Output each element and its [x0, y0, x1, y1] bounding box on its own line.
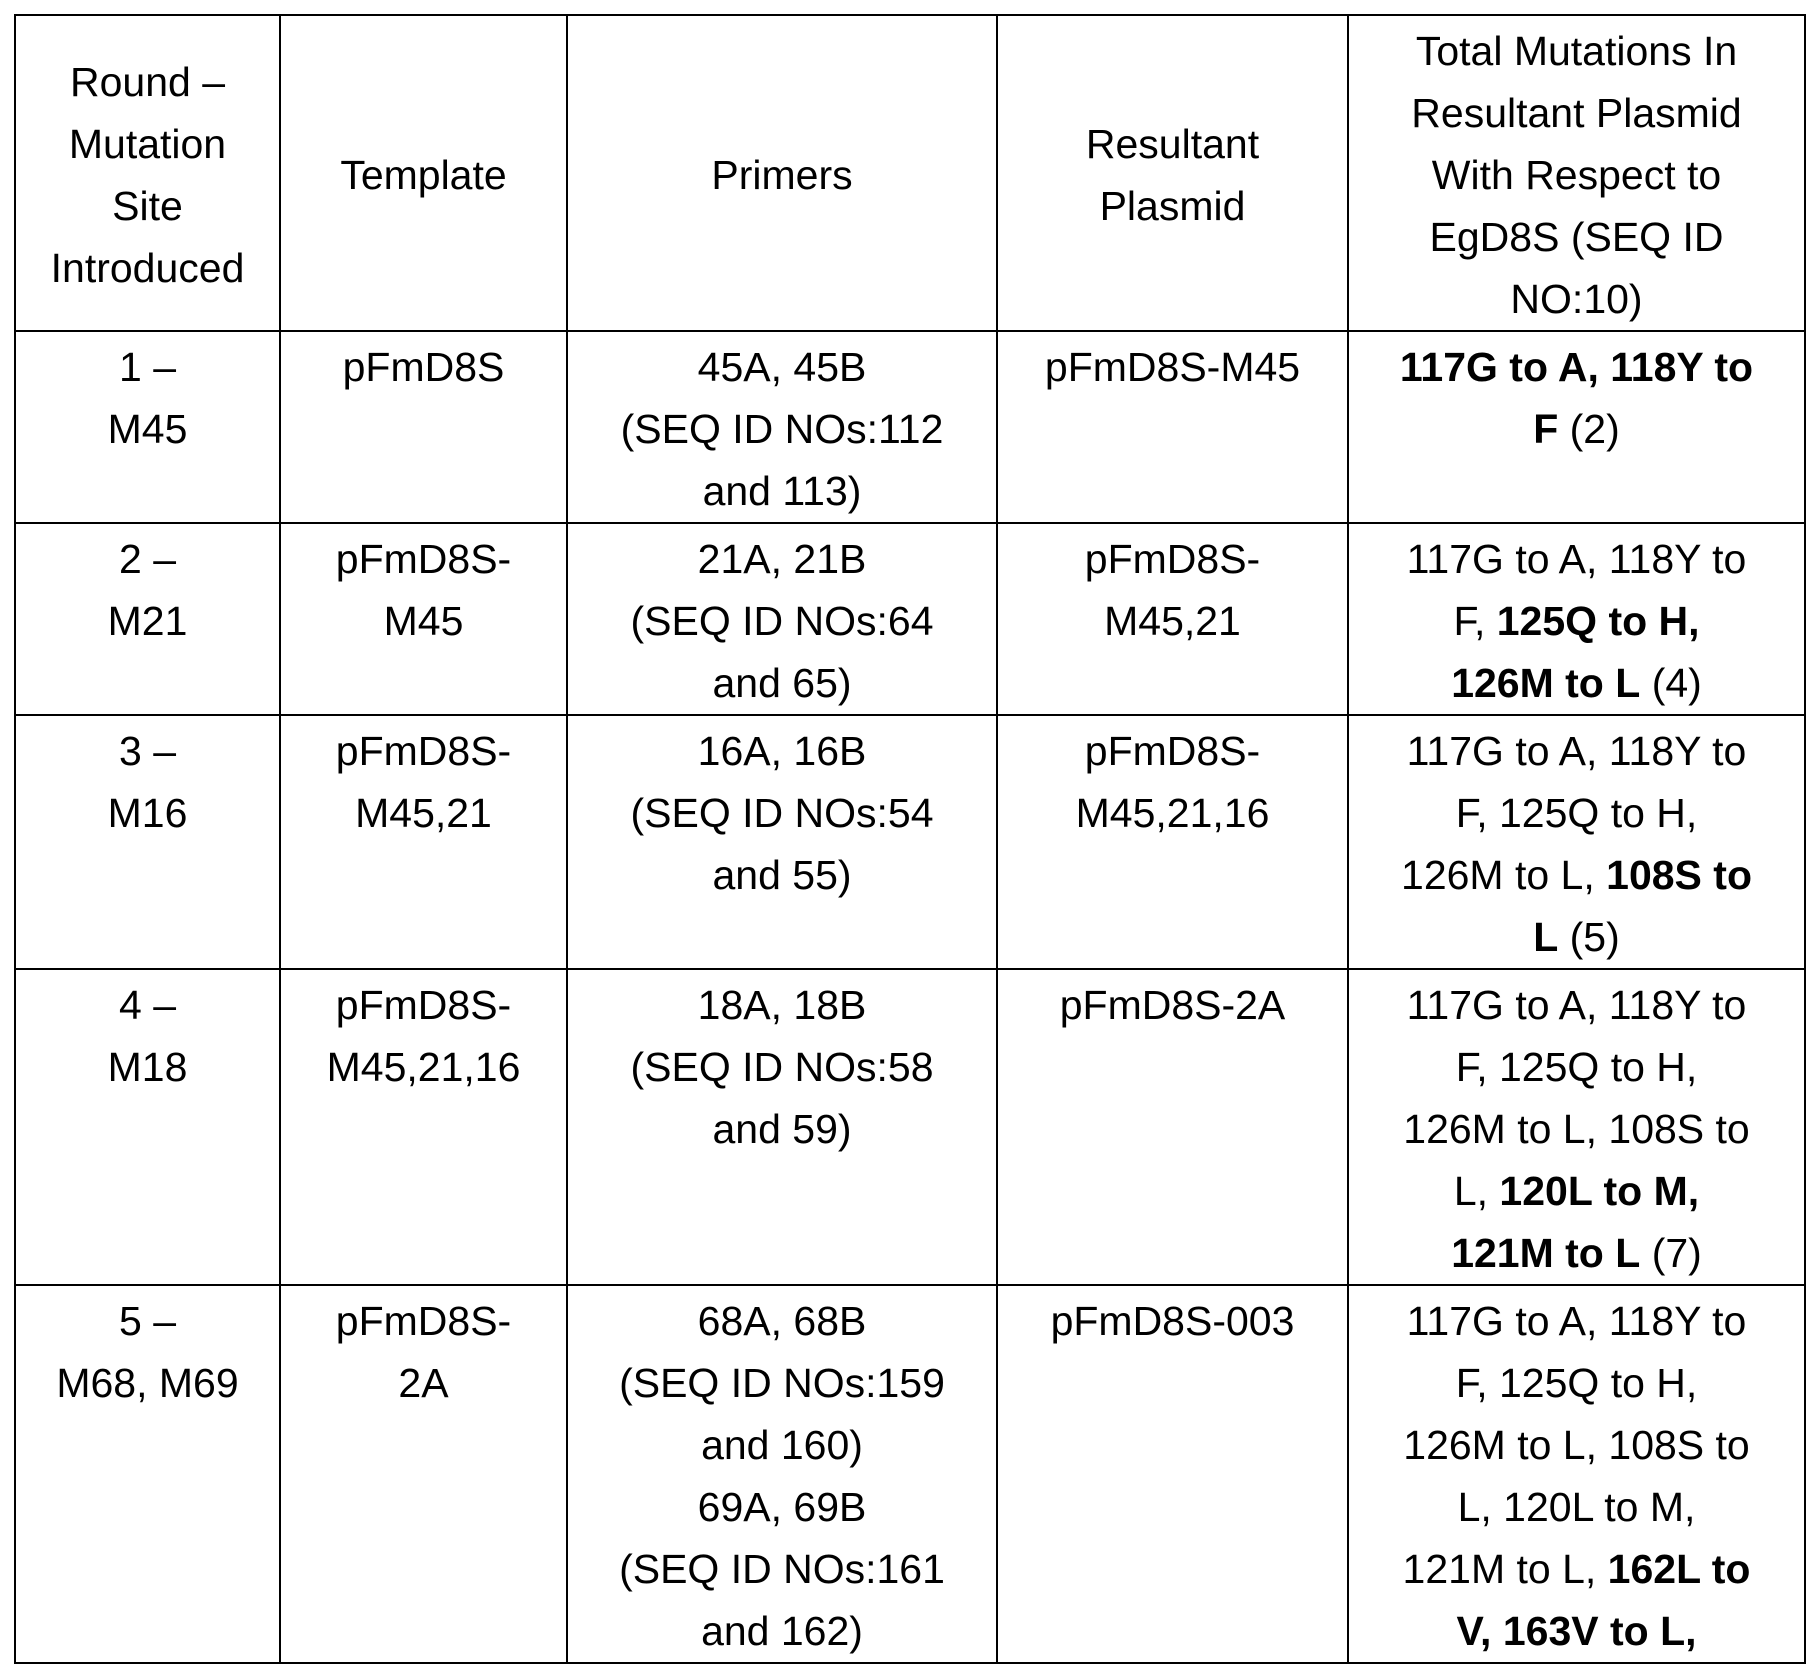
plasmid-text: M45,21,16: [1004, 782, 1341, 844]
table-row: [15, 523, 1805, 715]
primers-text: and 55): [574, 844, 990, 906]
plasmid-cell: [997, 331, 1348, 523]
round-cell: [15, 523, 280, 715]
template-text: 2A: [287, 1352, 560, 1414]
mutations-line: [1355, 1098, 1798, 1160]
header-resultant-plasmid: [997, 15, 1348, 331]
template-text: pFmD8S-: [287, 528, 560, 590]
mutations-cell: [1348, 715, 1805, 969]
prior-mutation-text: 117G to A, 118Y to: [1407, 728, 1747, 774]
prior-mutation-text: F, 125Q to H,: [1456, 1360, 1698, 1406]
primers-cell: [567, 1285, 997, 1663]
prior-mutation-text: F, 125Q to H,: [1456, 790, 1698, 836]
new-mutation-text: 120L to M,: [1499, 1168, 1699, 1214]
header-template: [280, 15, 567, 331]
template-cell: [280, 969, 567, 1285]
plasmid-text: pFmD8S-: [1004, 720, 1341, 782]
plasmid-cell: [997, 1285, 1348, 1663]
prior-mutation-text: 117G to A, 118Y to: [1407, 982, 1747, 1028]
plasmid-text: pFmD8S-003: [1004, 1290, 1341, 1352]
primers-cell: [567, 331, 997, 523]
new-mutation-text: V, 163V to L,: [1456, 1608, 1696, 1654]
round-cell: [15, 1285, 280, 1663]
new-mutation-text: 121M to L: [1451, 1230, 1640, 1276]
round-text: M21: [22, 590, 273, 652]
mutations-line: [1355, 844, 1798, 906]
header-total-mutations: [1348, 15, 1805, 331]
mutations-line: [1355, 1290, 1798, 1352]
prior-mutation-text: 121M to L,: [1403, 1546, 1608, 1592]
header-round: [15, 15, 280, 331]
round-text: 5 –: [22, 1290, 273, 1352]
primers-text: 21A, 21B: [574, 528, 990, 590]
prior-mutation-text: (7): [1640, 1230, 1702, 1276]
header-line: Mutation: [22, 113, 273, 175]
header-row: [15, 15, 1805, 331]
mutations-line: [1355, 1036, 1798, 1098]
header-line: With Respect to: [1355, 144, 1798, 206]
new-mutation-text: 125Q to H,: [1497, 598, 1700, 644]
primers-text: 16A, 16B: [574, 720, 990, 782]
header-line: Primers: [574, 144, 990, 206]
round-text: 2 –: [22, 528, 273, 590]
mutation-rounds-table: [14, 14, 1806, 1664]
new-mutation-text: 117G to A, 118Y to: [1400, 344, 1753, 390]
mutations-cell: [1348, 331, 1805, 523]
prior-mutation-text: F,: [1453, 598, 1496, 644]
new-mutation-text: 108S to: [1606, 852, 1752, 898]
primers-text: and 162): [574, 1600, 990, 1662]
mutations-line: [1355, 782, 1798, 844]
mutations-line: [1355, 974, 1798, 1036]
new-mutation-text: 126M to L: [1451, 660, 1640, 706]
prior-mutation-text: L, 120L to M,: [1458, 1484, 1696, 1530]
mutations-line: [1355, 590, 1798, 652]
template-text: M45,21: [287, 782, 560, 844]
prior-mutation-text: 117G to A, 118Y to: [1407, 536, 1747, 582]
mutations-line: [1355, 336, 1798, 398]
round-text: 3 –: [22, 720, 273, 782]
round-text: M16: [22, 782, 273, 844]
prior-mutation-text: 117G to A, 118Y to: [1407, 1298, 1747, 1344]
mutations-line: [1355, 1222, 1798, 1284]
header-line: EgD8S (SEQ ID: [1355, 206, 1798, 268]
plasmid-text: M45,21: [1004, 590, 1341, 652]
prior-mutation-text: 126M to L,: [1401, 852, 1606, 898]
primers-text: 18A, 18B: [574, 974, 990, 1036]
header-line: Round –: [22, 51, 273, 113]
template-text: M45: [287, 590, 560, 652]
header-line: Template: [287, 144, 560, 206]
plasmid-cell: [997, 523, 1348, 715]
plasmid-cell: [997, 969, 1348, 1285]
template-text: pFmD8S-: [287, 1290, 560, 1352]
primers-text: and 59): [574, 1098, 990, 1160]
table-row: [15, 969, 1805, 1285]
primers-text: 45A, 45B: [574, 336, 990, 398]
round-cell: [15, 331, 280, 523]
primers-text: and 160): [574, 1414, 990, 1476]
table-row: [15, 715, 1805, 969]
prior-mutation-text: L,: [1454, 1168, 1500, 1214]
plasmid-cell: [997, 715, 1348, 969]
header-line: Introduced: [22, 237, 273, 299]
template-text: pFmD8S-: [287, 974, 560, 1036]
primers-text: (SEQ ID NOs:54: [574, 782, 990, 844]
round-cell: [15, 715, 280, 969]
header-primers: [567, 15, 997, 331]
header-line: Resultant: [1004, 113, 1341, 175]
primers-cell: [567, 523, 997, 715]
template-cell: [280, 1285, 567, 1663]
prior-mutation-text: F, 125Q to H,: [1456, 1044, 1698, 1090]
header-line: Total Mutations In: [1355, 20, 1798, 82]
prior-mutation-text: 126M to L, 108S to: [1403, 1422, 1749, 1468]
primers-cell: [567, 969, 997, 1285]
mutations-line: [1355, 1476, 1798, 1538]
table-row: [15, 331, 1805, 523]
mutations-line: [1355, 1538, 1798, 1600]
round-text: M18: [22, 1036, 273, 1098]
prior-mutation-text: (5): [1558, 914, 1620, 960]
prior-mutation-text: 126M to L, 108S to: [1403, 1106, 1749, 1152]
plasmid-text: pFmD8S-: [1004, 528, 1341, 590]
header-line: Site: [22, 175, 273, 237]
primers-text: (SEQ ID NOs:161: [574, 1538, 990, 1600]
template-text: pFmD8S: [287, 336, 560, 398]
new-mutation-text: F: [1533, 406, 1558, 452]
mutations-cell: [1348, 1285, 1805, 1663]
prior-mutation-text: (4): [1640, 660, 1702, 706]
template-text: pFmD8S-: [287, 720, 560, 782]
header-line: NO:10): [1355, 268, 1798, 330]
mutations-line: [1355, 528, 1798, 590]
template-cell: [280, 715, 567, 969]
new-mutation-text: 162L to: [1608, 1546, 1751, 1592]
primers-text: and 113): [574, 460, 990, 522]
mutations-cell: [1348, 969, 1805, 1285]
prior-mutation-text: (2): [1558, 406, 1620, 452]
header-line: Resultant Plasmid: [1355, 82, 1798, 144]
round-cell: [15, 969, 280, 1285]
mutations-line: [1355, 1352, 1798, 1414]
plasmid-text: pFmD8S-M45: [1004, 336, 1341, 398]
header-line: Plasmid: [1004, 175, 1341, 237]
plasmid-text: pFmD8S-2A: [1004, 974, 1341, 1036]
mutations-line: [1355, 1600, 1798, 1662]
primers-text: and 65): [574, 652, 990, 714]
round-text: M68, M69: [22, 1352, 273, 1414]
primers-cell: [567, 715, 997, 969]
primers-text: (SEQ ID NOs:64: [574, 590, 990, 652]
table-row: [15, 1285, 1805, 1663]
mutations-line: [1355, 398, 1798, 460]
round-text: M45: [22, 398, 273, 460]
primers-text: 68A, 68B: [574, 1290, 990, 1352]
template-cell: [280, 523, 567, 715]
mutations-line: [1355, 720, 1798, 782]
primers-text: (SEQ ID NOs:112: [574, 398, 990, 460]
primers-text: 69A, 69B: [574, 1476, 990, 1538]
template-cell: [280, 331, 567, 523]
mutations-line: [1355, 1160, 1798, 1222]
mutations-cell: [1348, 523, 1805, 715]
primers-text: (SEQ ID NOs:58: [574, 1036, 990, 1098]
mutations-line: [1355, 906, 1798, 968]
new-mutation-text: L: [1533, 914, 1558, 960]
mutations-line: [1355, 652, 1798, 714]
mutations-line: [1355, 1414, 1798, 1476]
round-text: 1 –: [22, 336, 273, 398]
template-text: M45,21,16: [287, 1036, 560, 1098]
primers-text: (SEQ ID NOs:159: [574, 1352, 990, 1414]
round-text: 4 –: [22, 974, 273, 1036]
